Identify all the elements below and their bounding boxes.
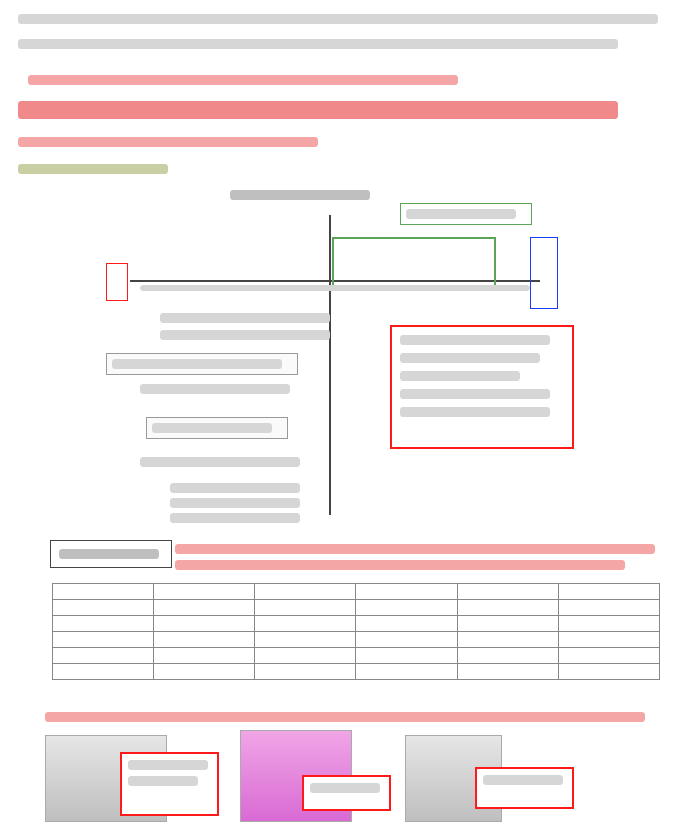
headline-line-1-placeholder: [28, 75, 458, 85]
comparison-table: [52, 583, 660, 680]
label-row-7: [170, 513, 300, 523]
label-row-4: [140, 457, 300, 467]
axis-ticks-placeholder: [140, 285, 530, 291]
mineral-water-box: [106, 353, 298, 375]
comparison-heading-box: [50, 540, 172, 568]
tap-water-avg-placeholder: [152, 423, 272, 433]
bottom-caption-placeholder: [45, 712, 645, 722]
intro-line-2-placeholder: [18, 39, 618, 49]
label-row-2: [160, 330, 330, 340]
chart-title-placeholder: [230, 190, 370, 200]
left-side-label-box: [106, 263, 128, 301]
comparison-note-placeholder-2: [175, 560, 625, 570]
headline-line-2-placeholder: [18, 101, 618, 119]
callout-right: [475, 767, 574, 809]
label-row-5: [170, 483, 300, 493]
info-line-5: [400, 407, 550, 417]
alkaline-region-box: [332, 237, 496, 287]
label-row-1: [160, 313, 330, 323]
tap-water-avg-box: [146, 417, 288, 439]
info-box: [390, 325, 574, 449]
info-line-2: [400, 353, 540, 363]
info-line-1: [400, 335, 550, 345]
comparison-heading-placeholder: [59, 549, 159, 559]
alkaline-region-callout: [400, 203, 532, 225]
info-line-3: [400, 371, 520, 381]
comparison-note-placeholder-1: [175, 544, 655, 554]
callout-right-line: [483, 775, 563, 785]
mineral-water-placeholder: [112, 359, 282, 369]
label-row-3: [140, 384, 290, 394]
headline-line-3-placeholder: [18, 137, 318, 147]
right-side-label-box: [530, 237, 558, 309]
callout-left-line-2: [128, 776, 198, 786]
callout-middle: [302, 775, 391, 811]
callout-left-line-1: [128, 760, 208, 770]
callout-placeholder: [406, 209, 516, 219]
label-row-6: [170, 498, 300, 508]
comparison-note-box: [175, 540, 665, 570]
info-line-4: [400, 389, 550, 399]
callout-left: [120, 752, 219, 816]
vertical-axis: [329, 215, 331, 515]
headline-note-placeholder: [18, 164, 168, 174]
orp-chart: [100, 185, 580, 525]
intro-line-1-placeholder: [18, 14, 658, 24]
callout-middle-line: [310, 783, 380, 793]
